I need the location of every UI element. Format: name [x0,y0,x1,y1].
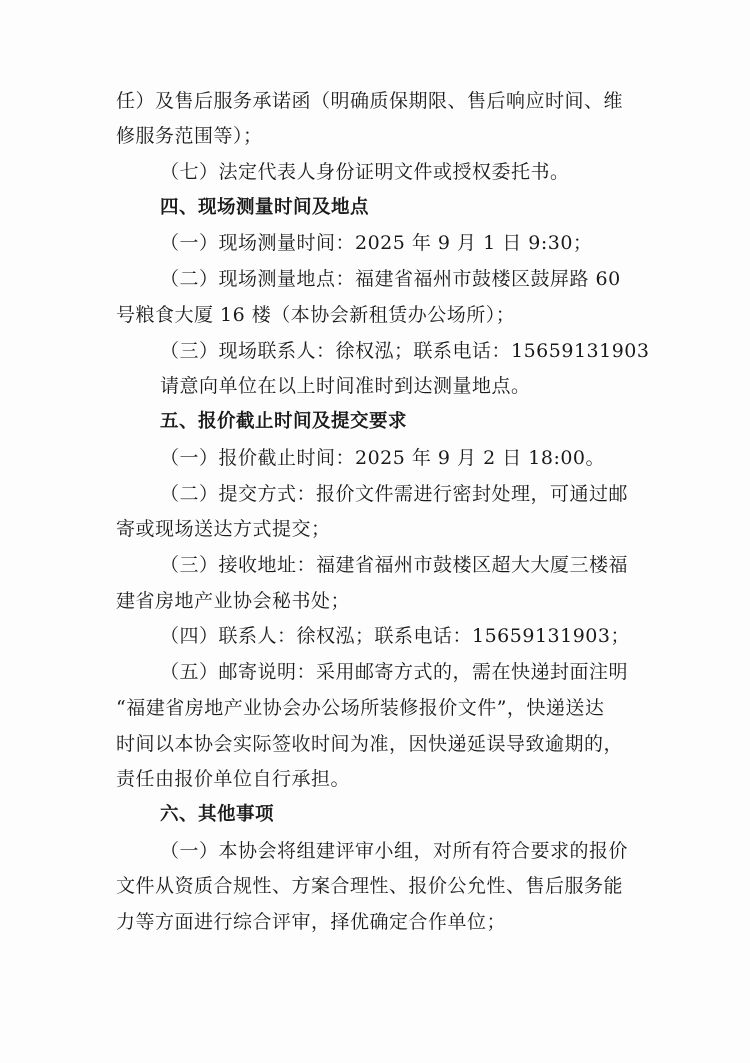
paragraph-line: （一）报价截止时间：2025 年 9 月 2 日 18:00。 [160,447,606,469]
paragraph-line: “福建省房地产业协会办公场所装修报价文件”，快递送达 [116,697,605,719]
paragraph-line: 号粮食大厦 16 楼（本协会新租赁办公场所）； [116,304,516,326]
paragraph-line: （一）本协会将组建评审小组，对所有符合要求的报价 [160,840,629,862]
paragraph-line: 请意向单位在以上时间准时到达测量地点。 [160,375,531,397]
paragraph-line: 任）及售后服务承诺函（明确质保期限、售后响应时间、维 [116,90,624,112]
paragraph-line: （七）法定代表人身份证明文件或授权委托书。 [160,161,570,183]
paragraph-line: 修服务范围等）； [116,125,263,147]
paragraph-line: （三）现场联系人：徐权泓；联系电话：15659131903 [160,340,650,362]
paragraph-line: （三）接收地址：福建省福州市鼓楼区超大大厦三楼福 [160,554,629,576]
paragraph-line: （一）现场测量时间：2025 年 9 月 1 日 9:30； [160,232,593,254]
paragraph-line: 时间以本协会实际签收时间为准，因快递延误导致逾期的， [116,733,624,755]
paragraph-line: （二）现场测量地点：福建省福州市鼓楼区鼓屏路 60 [160,268,621,290]
section-heading: 五、报价截止时间及提交要求 [160,411,408,432]
paragraph-line: 力等方面进行综合评审，择优确定合作单位； [116,911,507,933]
paragraph-line: 文件从资质合规性、方案合理性、报价公允性、售后服务能 [116,875,624,897]
paragraph-line: 责任由报价单位自行承担。 [116,768,351,790]
paragraph-line: 寄或现场送达方式提交； [116,518,331,540]
paragraph-line: （五）邮寄说明：采用邮寄方式的，需在快递封面注明 [160,661,629,683]
section-heading: 四、现场测量时间及地点 [160,197,370,218]
paragraph-line: （四）联系人：徐权泓；联系电话：15659131903； [160,625,630,647]
paragraph-line: （二）提交方式：报价文件需进行密封处理，可通过邮 [160,483,629,505]
section-heading: 六、其他事项 [160,804,275,825]
paragraph-line: 建省房地产业协会秘书处； [116,590,351,612]
